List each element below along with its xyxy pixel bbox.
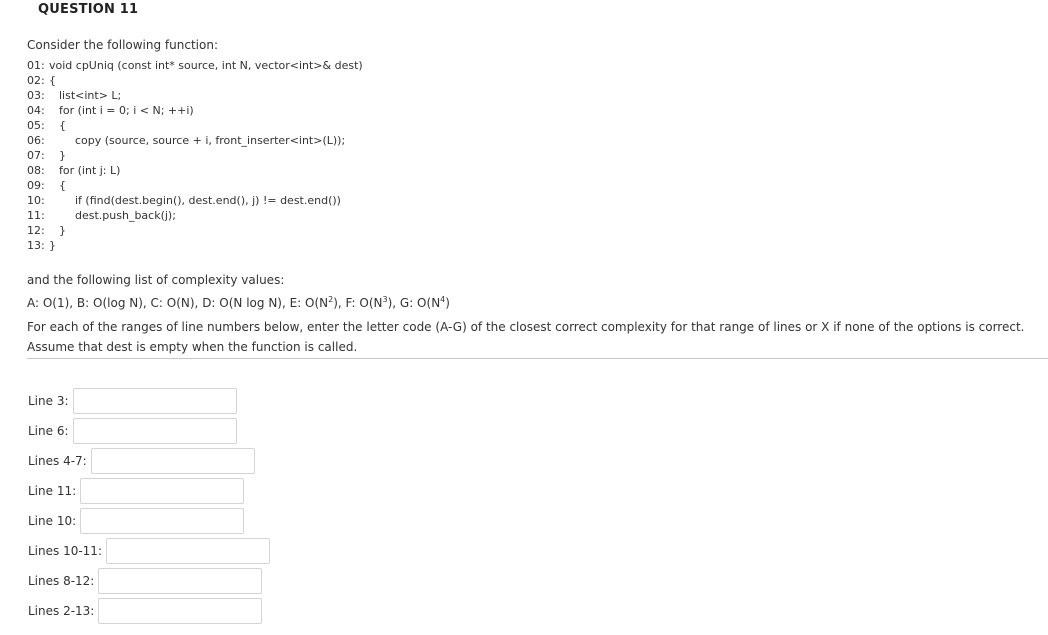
line-number: 10: — [27, 194, 45, 207]
answer-label: Lines 10-11: — [28, 544, 102, 558]
answer-row — [28, 596, 262, 626]
complexity-text: ), G: O(N — [387, 296, 441, 310]
code-line — [27, 73, 363, 88]
answer-input[interactable] — [80, 508, 244, 534]
answer-row — [28, 536, 270, 566]
code-text: { — [49, 74, 56, 87]
code-line — [27, 133, 363, 148]
complexity-exponent: 2 — [328, 295, 334, 304]
answer-label: Lines 8-12: — [28, 574, 95, 588]
line-number: 05: — [27, 119, 45, 132]
answer-label: Lines 2-13: — [28, 604, 95, 618]
answer-input[interactable] — [80, 478, 244, 504]
answer-label: Line 3: — [28, 394, 69, 408]
complexity-text: ), F: O(N — [333, 296, 383, 310]
code-line — [27, 208, 363, 223]
answer-row — [28, 506, 244, 536]
code-text: list<int> L; — [59, 89, 122, 102]
code-line — [27, 103, 363, 118]
complexity-exponent: 4 — [440, 295, 446, 304]
answer-input[interactable] — [73, 418, 237, 444]
code-text: for (int j: L) — [59, 164, 121, 177]
code-text: } — [49, 239, 56, 252]
line-number: 08: — [27, 164, 45, 177]
answer-input[interactable] — [73, 388, 237, 414]
code-text: { — [59, 119, 66, 132]
code-line — [27, 178, 363, 193]
question-intro: Consider the following function: — [27, 38, 218, 52]
line-number: 09: — [27, 179, 45, 192]
question-title: QUESTION 11 — [38, 2, 139, 17]
code-text: void cpUniq (const int* source, int N, vector<int>& dest) — [49, 59, 363, 72]
complexity-text: A: O(1), B: O(log N), C: O(N), D: O(N log N), E: O(N — [27, 296, 329, 310]
divider — [27, 358, 1048, 359]
code-text: } — [59, 149, 66, 162]
code-text: if (find(dest.begin(), dest.end(), j) != dest.end()) — [75, 194, 341, 207]
answer-label: Line 6: — [28, 424, 69, 438]
answer-label: Line 10: — [28, 514, 77, 528]
code-block — [27, 58, 363, 253]
code-line — [27, 163, 363, 178]
answer-row — [28, 416, 237, 446]
line-number: 07: — [27, 149, 45, 162]
answer-input[interactable] — [98, 598, 262, 624]
code-line — [27, 238, 363, 253]
line-number: 03: — [27, 89, 45, 102]
code-line — [27, 223, 363, 238]
code-line — [27, 58, 363, 73]
complexity-exponent: 3 — [382, 295, 388, 304]
code-line — [27, 193, 363, 208]
line-number: 01: — [27, 59, 45, 72]
answer-input[interactable] — [98, 568, 262, 594]
answer-row — [28, 566, 262, 596]
code-text: copy (source, source + i, front_inserter<int>(L)); — [75, 134, 346, 147]
line-number: 13: — [27, 239, 45, 252]
code-text: for (int i = 0; i < N; ++i) — [59, 104, 194, 117]
code-line — [27, 148, 363, 163]
complexity-list — [27, 296, 450, 310]
line-number: 06: — [27, 134, 45, 147]
code-text: dest.push_back(j); — [75, 209, 176, 222]
line-number: 04: — [27, 104, 45, 117]
complexity-intro: and the following list of complexity values: — [27, 273, 285, 287]
complexity-text: ) — [445, 296, 450, 310]
line-number: 02: — [27, 74, 45, 87]
answer-label: Line 11: — [28, 484, 77, 498]
answer-label: Lines 4-7: — [28, 454, 87, 468]
code-text: { — [59, 179, 66, 192]
answer-row — [28, 476, 244, 506]
line-number: 12: — [27, 224, 45, 237]
answer-row — [28, 446, 255, 476]
line-number: 11: — [27, 209, 45, 222]
answer-input[interactable] — [106, 538, 270, 564]
code-text: } — [59, 224, 66, 237]
code-line — [27, 118, 363, 133]
code-line — [27, 88, 363, 103]
answer-row — [28, 386, 237, 416]
question-instructions: For each of the ranges of line numbers below, enter the letter code (A-G) of the closest correct complexity for that range of lines or X if none of the options is correct. Assume that dest is empty when the function is called. — [27, 320, 1025, 354]
answer-input[interactable] — [91, 448, 255, 474]
